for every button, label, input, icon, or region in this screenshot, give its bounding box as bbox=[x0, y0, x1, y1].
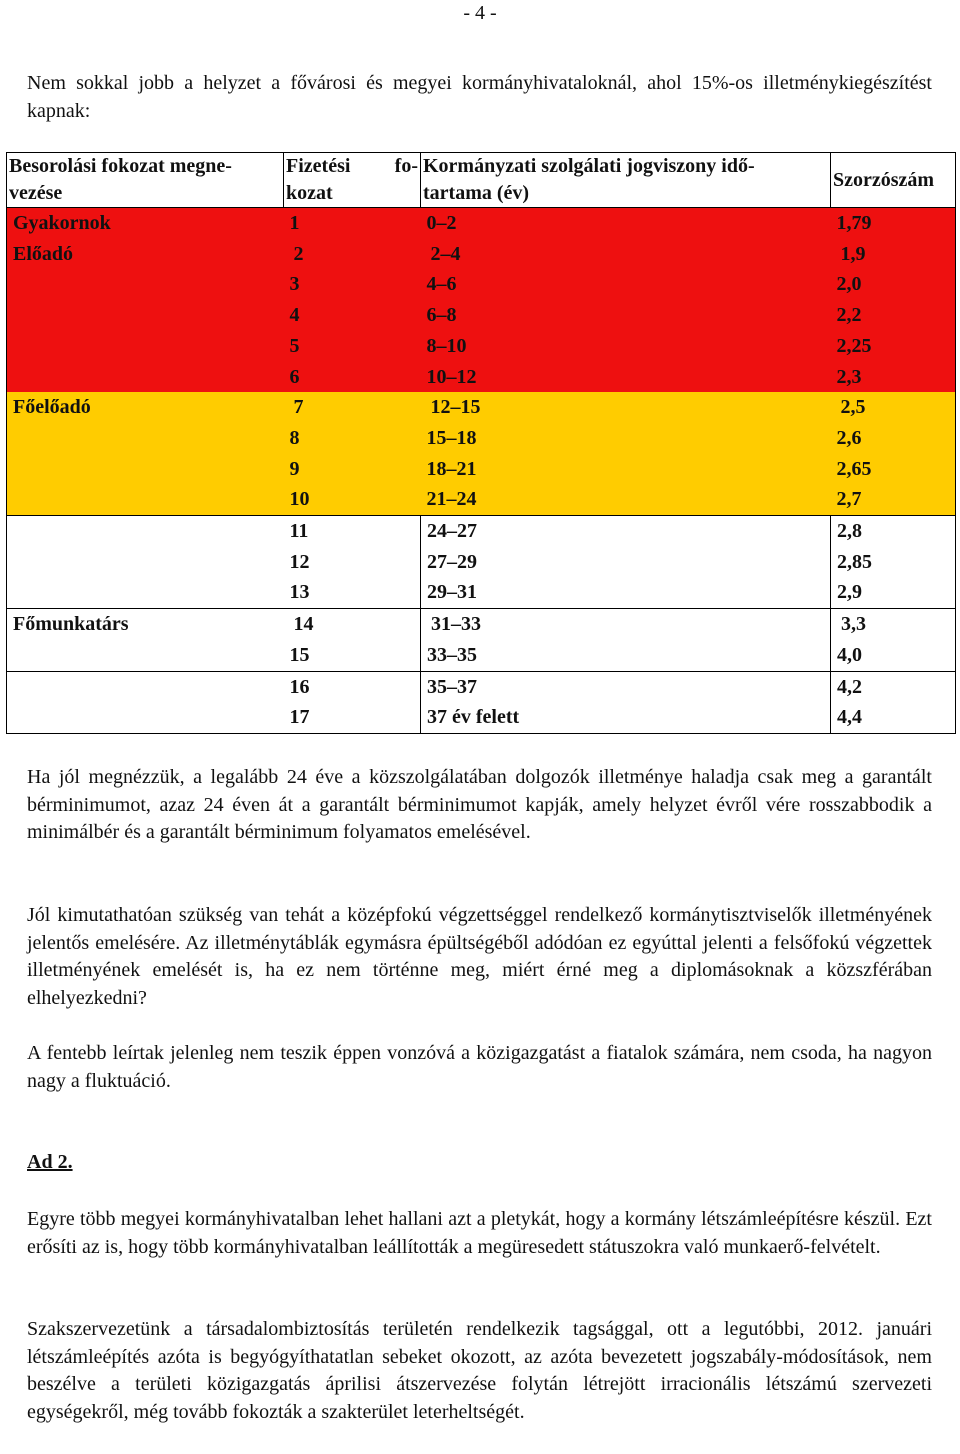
cell-years: 31–33 bbox=[421, 609, 831, 640]
cell-grade: 9 bbox=[284, 454, 421, 485]
table-header-row bbox=[7, 153, 956, 208]
table-row bbox=[7, 208, 956, 239]
paragraph-4: Egyre több megyei kormányhivatalban lehet hallani azt a pletykát, hogy a kormány létszámleépítésre készül. Ezt erősíti az is, hogy több kormányhivatalban leállították a megüresedett státuszokra való munkaerő-felvételt. bbox=[27, 1208, 932, 1258]
cell-category: Főelőadó bbox=[7, 392, 284, 423]
table-row bbox=[7, 300, 956, 331]
cell-years: 24–27 bbox=[421, 516, 831, 547]
cell-years: 15–18 bbox=[421, 423, 831, 454]
cell-multiplier: 3,3 bbox=[831, 609, 956, 640]
cell-grade: 12 bbox=[284, 547, 421, 578]
cell-multiplier: 1,9 bbox=[831, 239, 956, 270]
cell-multiplier: 4,2 bbox=[831, 671, 956, 702]
cell-grade: 7 bbox=[284, 392, 421, 423]
table-row bbox=[7, 609, 956, 640]
paragraph-3: A fentebb leírtak jelenleg nem teszik éppen vonzóvá a közigazgatást a fiatalok számára, nem csoda, ha nagyon nagy a fluktuáció. bbox=[27, 1042, 932, 1092]
cell-category bbox=[7, 671, 284, 702]
cell-years: 10–12 bbox=[421, 362, 831, 393]
header-grade: Fizetési fo- kozat bbox=[284, 153, 421, 208]
cell-category bbox=[7, 269, 284, 300]
cell-grade: 2 bbox=[284, 239, 421, 270]
cell-years: 29–31 bbox=[421, 577, 831, 608]
cell-grade: 6 bbox=[284, 362, 421, 393]
cell-category bbox=[7, 423, 284, 454]
table-row bbox=[7, 640, 956, 671]
cell-years: 6–8 bbox=[421, 300, 831, 331]
cell-multiplier: 2,25 bbox=[831, 331, 956, 362]
cell-grade: 17 bbox=[284, 702, 421, 733]
cell-years: 18–21 bbox=[421, 454, 831, 485]
table-row bbox=[7, 484, 956, 515]
cell-multiplier: 2,9 bbox=[831, 577, 956, 608]
cell-years: 12–15 bbox=[421, 392, 831, 423]
table-row bbox=[7, 577, 956, 608]
cell-category bbox=[7, 300, 284, 331]
paragraph-5: Szakszervezetünk a társadalombiztosítás területén rendelkezik tagsággal, ott a legutóbbi, 2012. januári létszámleépítés azóta is begyógyíthatatlan sebeket okozott, az azóta bevezetett jogszabály-módosítások, nem beszélve a területi közigazgatás áprilisi átszervezése folytán létrejött irracionális létszámú szervezeti egységekről, még tovább fokozták a szakterület leterheltségét. bbox=[27, 1318, 932, 1424]
cell-category bbox=[7, 547, 284, 578]
paragraph-1: Ha jól megnézzük, a legalább 24 éve a közszolgálatában dolgozók illetménye haladja csak meg a garantált bérminimumot, azaz 24 éven át a garantált bérminimumot kapják, amely helyzet évről vére rosszabbodik a minimálbér és a garantált bérminimum folyamatos emelésével. bbox=[27, 766, 932, 844]
table-row bbox=[7, 423, 956, 454]
paragraph-2: Jól kimutathatóan szükség van tehát a középfokú végzettséggel rendelkező kormánytisztviselők illetményének jelentős emelésére. Az illetménytáblák egymásra épültségéből adódóan ez egyúttal jelenti a felsőfokú végzettek illetményének emelését is, ha ez nem történne meg, miért érné meg a diplomásoknak a közszférában elhelyezkedni? bbox=[27, 904, 932, 1010]
cell-multiplier: 2,3 bbox=[831, 362, 956, 393]
cell-multiplier: 2,8 bbox=[831, 516, 956, 547]
cell-category bbox=[7, 454, 284, 485]
cell-years: 37 év felett bbox=[421, 702, 831, 733]
cell-grade: 11 bbox=[284, 516, 421, 547]
cell-years: 35–37 bbox=[421, 671, 831, 702]
table-row bbox=[7, 454, 956, 485]
cell-years: 4–6 bbox=[421, 269, 831, 300]
cell-category: Előadó bbox=[7, 239, 284, 270]
cell-grade: 8 bbox=[284, 423, 421, 454]
cell-multiplier: 4,4 bbox=[831, 702, 956, 733]
cell-multiplier: 1,79 bbox=[831, 208, 956, 239]
header-years: Kormányzati szolgálati jogviszony idő- tartama (év) bbox=[421, 153, 831, 208]
cell-years: 2–4 bbox=[421, 239, 831, 270]
cell-category bbox=[7, 331, 284, 362]
cell-multiplier: 2,2 bbox=[831, 300, 956, 331]
cell-category bbox=[7, 516, 284, 547]
cell-grade: 3 bbox=[284, 269, 421, 300]
header-category: Besorolási fokozat megne- vezése bbox=[7, 153, 284, 208]
table-row bbox=[7, 516, 956, 547]
cell-category bbox=[7, 640, 284, 671]
table-row bbox=[7, 702, 956, 733]
cell-multiplier: 4,0 bbox=[831, 640, 956, 671]
table-row bbox=[7, 269, 956, 300]
cell-grade: 14 bbox=[284, 609, 421, 640]
cell-multiplier: 2,85 bbox=[831, 547, 956, 578]
cell-category bbox=[7, 702, 284, 733]
cell-years: 33–35 bbox=[421, 640, 831, 671]
table-row bbox=[7, 331, 956, 362]
intro-paragraph: Nem sokkal jobb a helyzet a fővárosi és megyei kormányhivataloknál, ahol 15%-os illetménykiegészítést kapnak: bbox=[27, 72, 932, 122]
cell-multiplier: 2,0 bbox=[831, 269, 956, 300]
cell-years: 8–10 bbox=[421, 331, 831, 362]
table-row bbox=[7, 392, 956, 423]
salary-grade-table bbox=[6, 152, 956, 734]
cell-category bbox=[7, 577, 284, 608]
section-heading: Ad 2. bbox=[27, 1151, 73, 1173]
header-multiplier: Szorzószám bbox=[831, 153, 956, 208]
cell-grade: 10 bbox=[284, 484, 421, 515]
cell-years: 21–24 bbox=[421, 484, 831, 515]
cell-multiplier: 2,6 bbox=[831, 423, 956, 454]
cell-grade: 15 bbox=[284, 640, 421, 671]
cell-grade: 13 bbox=[284, 577, 421, 608]
cell-category bbox=[7, 484, 284, 515]
cell-multiplier: 2,7 bbox=[831, 484, 956, 515]
cell-years: 27–29 bbox=[421, 547, 831, 578]
cell-multiplier: 2,65 bbox=[831, 454, 956, 485]
cell-years: 0–2 bbox=[421, 208, 831, 239]
cell-grade: 1 bbox=[284, 208, 421, 239]
cell-category: Gyakornok bbox=[7, 208, 284, 239]
page-number: - 4 - bbox=[463, 2, 497, 24]
cell-category: Főmunkatárs bbox=[7, 609, 284, 640]
cell-grade: 4 bbox=[284, 300, 421, 331]
cell-category bbox=[7, 362, 284, 393]
table-row bbox=[7, 671, 956, 702]
cell-grade: 16 bbox=[284, 671, 421, 702]
cell-grade: 5 bbox=[284, 331, 421, 362]
table-row bbox=[7, 239, 956, 270]
table-row bbox=[7, 362, 956, 393]
table-row bbox=[7, 547, 956, 578]
cell-multiplier: 2,5 bbox=[831, 392, 956, 423]
